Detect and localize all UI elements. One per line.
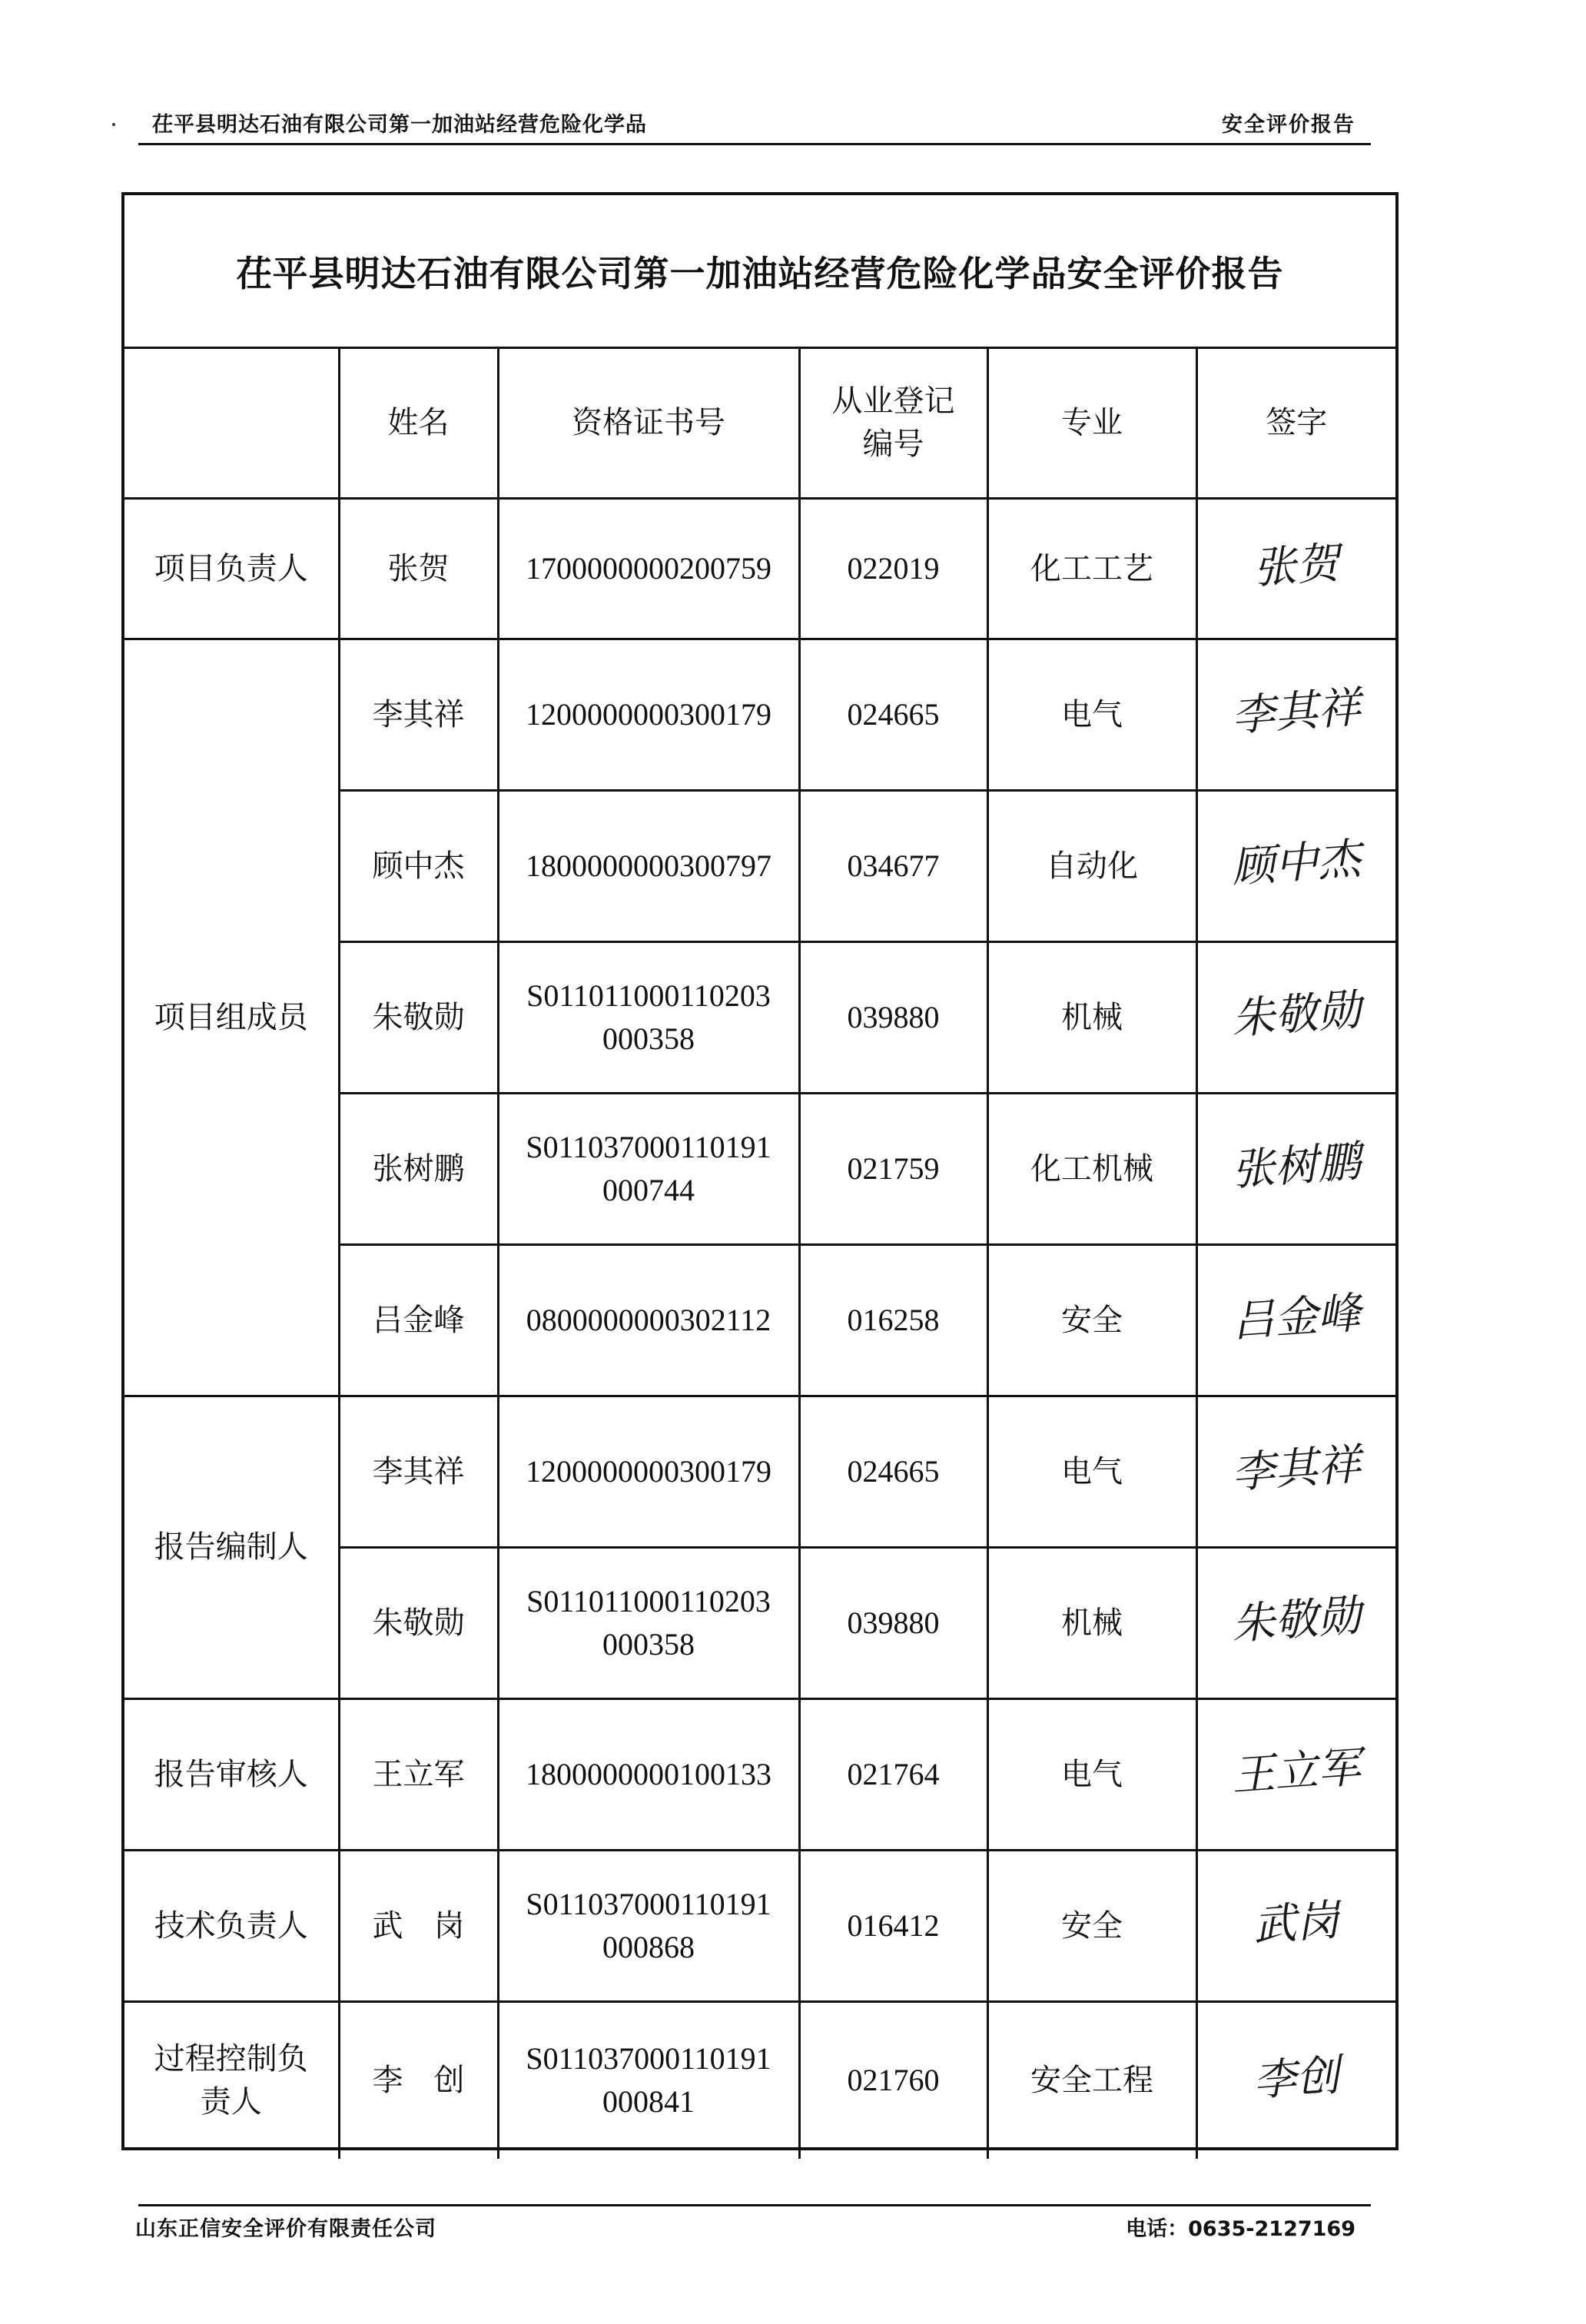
role-project-leader: 项目负责人 bbox=[124, 498, 339, 639]
cert-line1: S011011000110203 bbox=[526, 1583, 771, 1618]
cert-number bbox=[498, 1547, 799, 1698]
header-reg-line1: 从业登记 bbox=[831, 383, 955, 420]
signature bbox=[1196, 1698, 1395, 1850]
header-cell-major: 专业 bbox=[987, 349, 1196, 498]
signature bbox=[1196, 1396, 1395, 1547]
table-row bbox=[124, 639, 1395, 790]
handwritten-signature: 张树鹏 bbox=[1230, 1137, 1363, 1196]
signature bbox=[1196, 498, 1395, 639]
reg-number: 024665 bbox=[799, 639, 987, 790]
major: 机械 bbox=[987, 941, 1196, 1093]
cert-number: 1800000000100133 bbox=[498, 1698, 799, 1850]
handwritten-signature: 武岗 bbox=[1252, 1895, 1342, 1951]
handwritten-signature: 朱敬勋 bbox=[1230, 985, 1363, 1044]
reg-number: 039880 bbox=[799, 1547, 987, 1698]
cert-line2: 000841 bbox=[602, 2084, 695, 2120]
reg-number: 034677 bbox=[799, 790, 987, 941]
reg-number: 021764 bbox=[799, 1698, 987, 1850]
handwritten-signature: 张贺 bbox=[1252, 538, 1342, 594]
handwritten-signature: 王立军 bbox=[1230, 1742, 1363, 1801]
cert-line1: S011011000110203 bbox=[526, 978, 771, 1013]
role-process-leader bbox=[124, 2001, 339, 2159]
footer-phone: 电话：0635-2127169 bbox=[1126, 2217, 1355, 2241]
major: 电气 bbox=[987, 1698, 1196, 1850]
handwritten-signature: 吕金峰 bbox=[1230, 1288, 1363, 1347]
signature bbox=[1196, 1093, 1395, 1244]
page-header bbox=[0, 0, 1586, 154]
cert-line2: 000868 bbox=[602, 1929, 695, 1964]
header-cell-signature: 签字 bbox=[1196, 349, 1395, 498]
header-cell-name: 姓名 bbox=[339, 349, 498, 498]
person-name: 李其祥 bbox=[339, 1396, 498, 1547]
footer-rule bbox=[138, 2204, 1371, 2206]
major: 安全工程 bbox=[987, 2001, 1196, 2159]
table-row bbox=[124, 2001, 1395, 2159]
role-members: 项目组成员 bbox=[124, 639, 339, 1396]
header-reg-line2: 编号 bbox=[862, 427, 924, 463]
handwritten-signature: 朱敬勋 bbox=[1230, 1591, 1363, 1650]
cert-line2: 000358 bbox=[602, 1626, 695, 1662]
major: 化工工艺 bbox=[987, 498, 1196, 639]
table-row bbox=[124, 1850, 1395, 2001]
role-process-line2: 责人 bbox=[200, 2084, 262, 2120]
major: 安全 bbox=[987, 1244, 1196, 1396]
cert-line2: 000358 bbox=[602, 1021, 695, 1056]
header-cell-cert: 资格证书号 bbox=[498, 349, 799, 498]
role-reviewer: 报告审核人 bbox=[124, 1698, 339, 1850]
reg-number: 016258 bbox=[799, 1244, 987, 1396]
cert-number: 0800000000302112 bbox=[498, 1244, 799, 1396]
person-name: 朱敬勋 bbox=[339, 941, 498, 1093]
header-left-text: 茌平县明达石油有限公司第一加油站经营危险化学品 bbox=[152, 113, 647, 137]
personnel-table bbox=[124, 349, 1395, 2159]
footer-company: 山东正信安全评价有限责任公司 bbox=[135, 2217, 436, 2241]
signature bbox=[1196, 941, 1395, 1093]
person-name: 吕金峰 bbox=[339, 1244, 498, 1396]
cert-line1: S011037000110191 bbox=[526, 1129, 771, 1164]
cert-line1: S011037000110191 bbox=[526, 1886, 771, 1921]
signature-table-frame bbox=[121, 192, 1399, 2150]
handwritten-signature: 李其祥 bbox=[1230, 682, 1363, 742]
cert-number bbox=[498, 1093, 799, 1244]
cert-number: 1200000000300179 bbox=[498, 639, 799, 790]
person-name: 李 创 bbox=[339, 2001, 498, 2159]
reg-number: 021760 bbox=[799, 2001, 987, 2159]
table-row bbox=[124, 498, 1395, 639]
cert-number bbox=[498, 941, 799, 1093]
signature bbox=[1196, 2001, 1395, 2159]
person-name: 张贺 bbox=[339, 498, 498, 639]
major: 机械 bbox=[987, 1547, 1196, 1698]
reg-number: 039880 bbox=[799, 941, 987, 1093]
cert-number bbox=[498, 1850, 799, 2001]
signature bbox=[1196, 1850, 1395, 2001]
header-cell-reg bbox=[799, 349, 987, 498]
person-name: 王立军 bbox=[339, 1698, 498, 1850]
major: 安全 bbox=[987, 1850, 1196, 2001]
cert-number bbox=[498, 2001, 799, 2159]
signature bbox=[1196, 1547, 1395, 1698]
major: 电气 bbox=[987, 639, 1196, 790]
role-process-line1: 过程控制负 bbox=[154, 2041, 308, 2077]
handwritten-signature: 李创 bbox=[1252, 2050, 1342, 2107]
cert-line2: 000744 bbox=[602, 1172, 695, 1207]
header-cell-role bbox=[124, 349, 339, 498]
major: 自动化 bbox=[987, 790, 1196, 941]
role-writers: 报告编制人 bbox=[124, 1396, 339, 1698]
person-name: 顾中杰 bbox=[339, 790, 498, 941]
person-name: 李其祥 bbox=[339, 639, 498, 790]
scan-dot bbox=[112, 123, 115, 126]
cert-number: 1700000000200759 bbox=[498, 498, 799, 639]
report-title: 茌平县明达石油有限公司第一加油站经营危险化学品安全评价报告 bbox=[124, 195, 1395, 349]
reg-number: 024665 bbox=[799, 1396, 987, 1547]
handwritten-signature: 李其祥 bbox=[1230, 1439, 1363, 1499]
person-name: 朱敬勋 bbox=[339, 1547, 498, 1698]
signature bbox=[1196, 639, 1395, 790]
person-name: 武 岗 bbox=[339, 1850, 498, 2001]
cert-number: 1800000000300797 bbox=[498, 790, 799, 941]
table-header-row bbox=[124, 349, 1395, 498]
major: 电气 bbox=[987, 1396, 1196, 1547]
cert-line1: S011037000110191 bbox=[526, 2041, 771, 2077]
signature bbox=[1196, 1244, 1395, 1396]
table-row bbox=[124, 1698, 1395, 1850]
header-right-text: 安全评价报告 bbox=[1222, 113, 1355, 137]
header-rule bbox=[138, 143, 1371, 145]
major: 化工机械 bbox=[987, 1093, 1196, 1244]
reg-number: 022019 bbox=[799, 498, 987, 639]
person-name: 张树鹏 bbox=[339, 1093, 498, 1244]
table-row bbox=[124, 1396, 1395, 1547]
reg-number: 016412 bbox=[799, 1850, 987, 2001]
cert-number: 1200000000300179 bbox=[498, 1396, 799, 1547]
handwritten-signature: 顾中杰 bbox=[1230, 834, 1363, 893]
role-tech-leader: 技术负责人 bbox=[124, 1850, 339, 2001]
reg-number: 021759 bbox=[799, 1093, 987, 1244]
signature bbox=[1196, 790, 1395, 941]
